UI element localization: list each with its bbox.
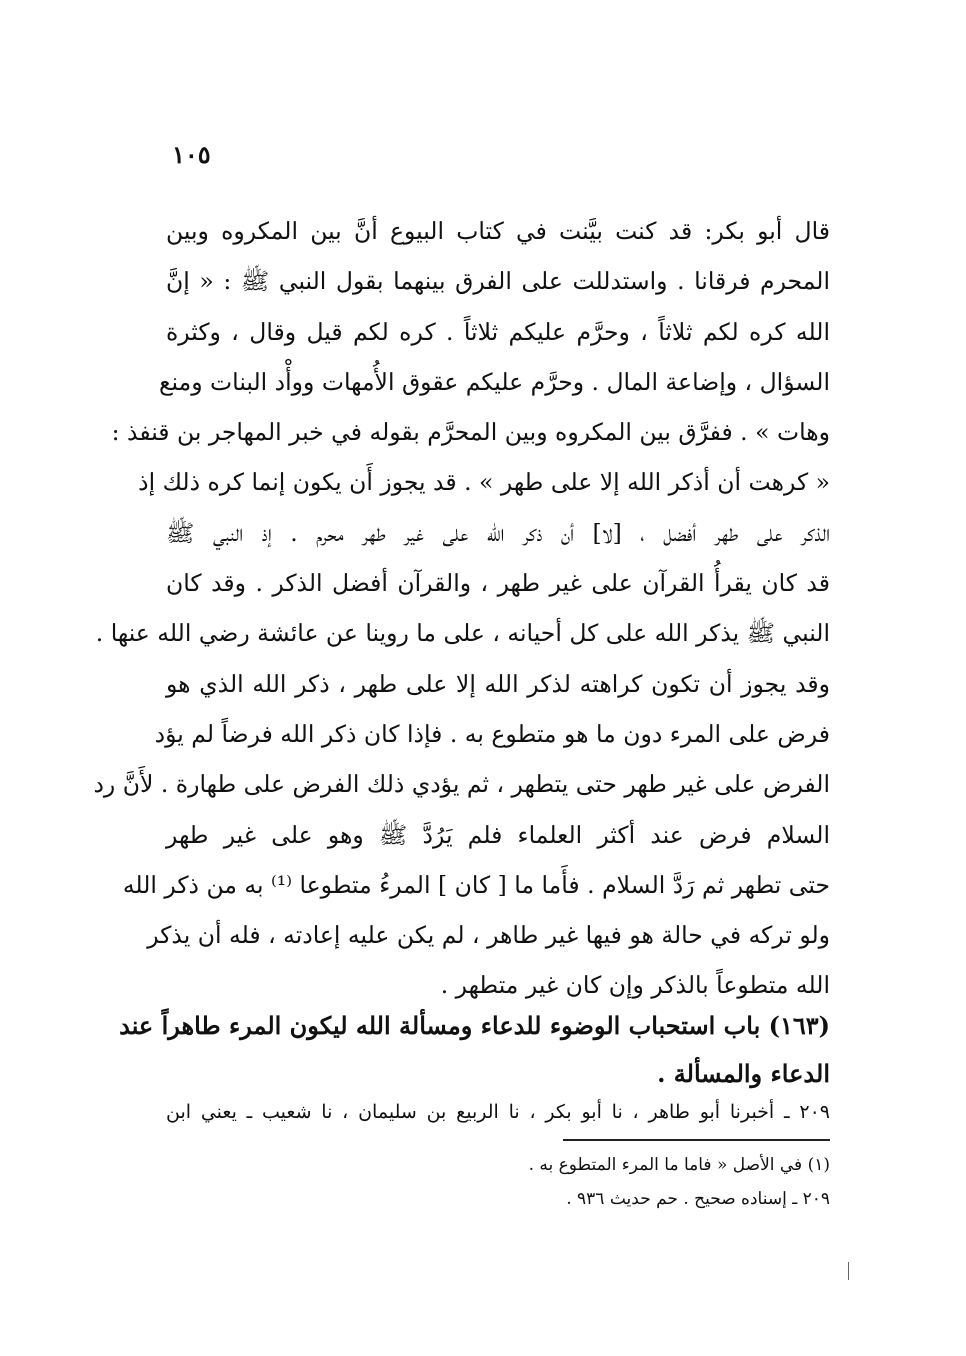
text-line: السلام فرض عند أكثر العلماء فلم يَرُدَّ ﷺ وهو على غير طهر [166,820,830,849]
text-line: « كرهت أن أذكر الله إلا على طهر » . قد يجوز أَن يكون إنما كره ذلك إذ [138,468,830,497]
footnotes [430,1148,830,1216]
text-line: الفرض على غير طهر حتى يتطهر ، ثم يؤدي ذلك الفرض على طهارة . لأَنَّ رد [93,770,830,799]
chapter-heading [119,1002,830,1098]
chapter-heading-line: الدعاء والمسألة . [657,1059,830,1088]
text-line: حتى تطهر ثم رَدَّ السلام . فأَما ما [ كان ] المرءُ متطوعا ⁽¹⁾ به من ذكر الله [122,870,830,899]
text-line: وهات » . ففرَّق بين المكروه وبين المحرَّم بقوله في خبر المهاجر بن قنفذ : [111,418,830,447]
footnote: (١) في الأصل « فاما ما المرء المتطوع به . [528,1155,830,1175]
text-line: قال أبو بكر: قد كنت بيَّنت في كتاب البيوع أنَّ بين المكروه وبين [166,217,830,245]
text-line: فرض على المرء دون ما هو متطوع به . فإذا كان ذكر الله فرضاً لم يؤد [154,719,830,748]
text-line: النبي ﷺ يذكر الله على كل أحيانه ، على ما روينا عن عائشة رضي الله عنها . [95,619,830,648]
text-line: ولو تركه في حالة هو فيها غير طاهر ، لم يكن عليه إعادته ، فله أن يذكر [147,921,830,950]
text-line: المحرم فرقانا . واستدللت على الفرق بينهما بقول النبي ﷺ : « إنَّ [166,267,830,296]
text-line: السؤال ، وإضاعة المال . وحرَّم عليكم عقوق الأُمهات ووأْد البنات ومنع [159,367,830,396]
body-text [93,206,830,1011]
text-line: قد كان يقرأُ القرآن على غير طهر ، والقرآن أفضل الذكر . وقد كان [166,569,830,598]
text-line: الله متطوعاً بالذكر وإن كان غير متطهر . [440,971,830,1000]
text-line: الله كره لكم ثلاثاً ، وحرَّم عليكم ثلاثاً . كره لكم قيل وقال ، وكثرة [166,317,830,346]
hadith-isnad: ٢٠٩ ـ أخبرنا أبو طاهر ، نا أبو بكر ، نا الربيع بن سليمان ، نا شعيب ـ يعني ابن [166,1101,830,1123]
footnote-separator [563,1139,830,1141]
page-number: ١٠٥ [172,140,211,169]
scan-margin-mark [848,1262,849,1280]
chapter-heading-line: (١٦٣) باب استحباب الوضوء للدعاء ومسألة الله ليكون المرء طاهراً عند [119,1011,830,1040]
text-line: الذكر على طهر أفضل ، [لا] أن ذكر الله على غير طهر محرم . إذ النبي ﷺ [166,518,830,547]
text-line: وقد يجوز أن تكون كراهته لذكر الله إلا على طهر ، ذكر الله الذي هو [166,669,830,698]
footnote: ٢٠٩ ـ إسناده صحيح . حم حديث ٩٣٦ . [566,1189,830,1209]
